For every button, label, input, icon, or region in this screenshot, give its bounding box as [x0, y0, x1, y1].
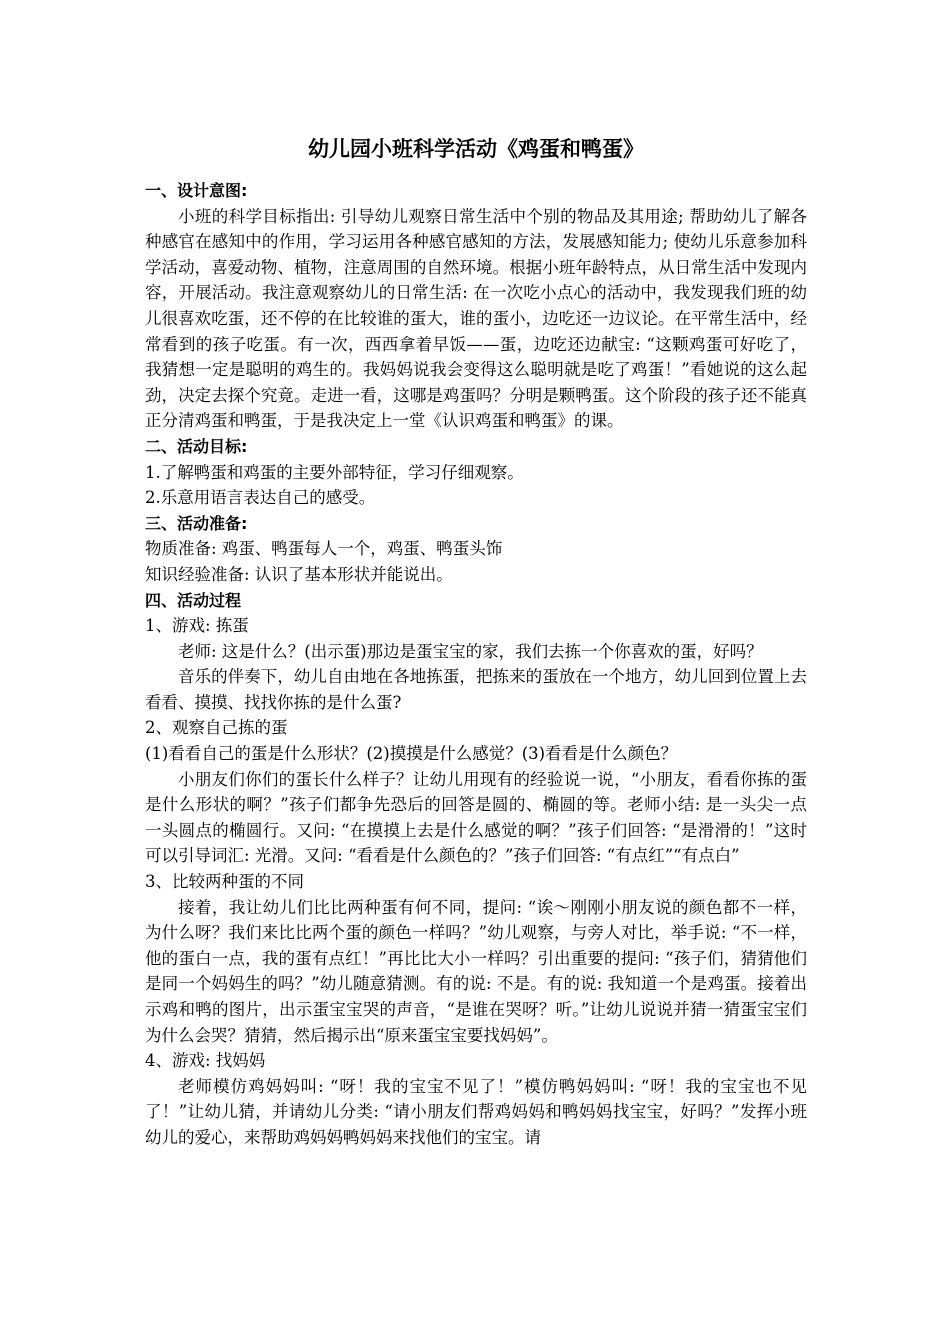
- step-2-label: 2、观察自己拣的蛋: [145, 718, 288, 738]
- step-3-label: 3、比较两种蛋的不同: [145, 872, 304, 892]
- section-heading-process: 四、活动过程: [145, 590, 242, 610]
- section-heading-preparation: 三、活动准备:: [145, 513, 248, 533]
- step-3-paragraph: 接着，我让幼儿们比比两种蛋有何不同，提问: “诶～刚刚小朋友说的颜色都不一样，为什么呀？我们来比比两个蛋的颜色一样吗？”幼儿观察，与旁人对比，举手说: “不一样，他的蛋白一点，我的蛋有点红！”再比比大小一样吗？引出重要的提问: “孩子们，猜猜他们是同一个妈妈生的吗？”幼儿随意猜测。有的说: 不是。有的说: 我知道一个是鸡蛋。接着出示鸡和鸭的图片，出示蛋宝宝哭的声音，“是谁在哭呀？听。”让幼儿说说并猜一猜蛋宝宝们为什么会哭？猜猜，然后揭示出“原来蛋宝宝要找妈妈”。: [145, 897, 807, 1045]
- objective-item-2: 2.乐意用语言表达自己的感受。: [145, 488, 376, 508]
- step-4-paragraph: 老师模仿鸡妈妈叫: “呀！我的宝宝不见了！”模仿鸭妈妈叫: “呀！我的宝宝也不见了！”让幼儿猜，并请幼儿分类: “请小朋友们帮鸡妈妈和鸭妈妈找宝宝，好吗？”发挥小班幼儿的爱心，来帮助鸡妈妈鸭妈妈来找他们的宝宝。请: [145, 1076, 807, 1147]
- paragraph-design-intent: 小班的科学目标指出: 引导幼儿观察日常生活中个别的物品及其用途; 帮助幼儿了解各种感官在感知中的作用，学习运用各种感官感知的方法，发展感知能力; 使幼儿乐意参加科学活动，喜爱动物、植物，注意周围的自然环境。根据小班年龄特点，从日常生活中发现内容，开展活动。我注意观察幼儿的日常生活: 在一次吃小点心的活动中，我发现我们班的幼儿很喜欢吃蛋，还不停的在比较谁的蛋大，谁的蛋小，边吃还一边议论。在平常生活中，经常看到的孩子吃蛋。有一次，西西拿着早饭——蛋，边吃还边献宝: “这颗鸡蛋可好吃了，我猜想一定是聪明的鸡生的。我妈妈说我会变得这么聪明就是吃了鸡蛋！”看她说的这么起劲，决定去探个究竟。走进一看，这哪是鸡蛋吗？分明是颗鸭蛋。这个阶段的孩子还不能真正分清鸡蛋和鸭蛋，于是我决定上一堂《认识鸡蛋和鸭蛋》的课。: [145, 206, 807, 431]
- document-page: [145, 128, 807, 1151]
- step-1-paragraph-2: 音乐的伴奏下，幼儿自由地在各地拣蛋，把拣来的蛋放在一个地方，幼儿回到位置上去看看、摸摸、找找你拣的是什么蛋?: [145, 667, 807, 712]
- document-title: 幼儿园小班科学活动《鸡蛋和鸭蛋》: [308, 137, 644, 161]
- step-2-questions: (1)看看自己的蛋是什么形状？(2)摸摸是什么感觉？(3)看看是什么颜色？: [145, 744, 678, 764]
- preparation-material: 物质准备: 鸡蛋、鸭蛋每人一个，鸡蛋、鸭蛋头饰: [145, 539, 503, 559]
- step-1-label: 1、游戏: 拣蛋: [145, 616, 249, 636]
- preparation-knowledge: 知识经验准备: 认识了基本形状并能说出。: [145, 564, 453, 584]
- step-2-paragraph: 小朋友们你们的蛋长什么样子？让幼儿用现有的经验说一说，“小朋友，看看你拣的蛋是什么形状的啊？”孩子们都争先恐后的回答是圆的、椭圆的等。老师小结: 是一头尖一点一头圆点的椭圆行。又问: “在摸摸上去是什么感觉的啊？”孩子们回答: “是滑滑的！”这时可以引导词汇: 光滑。又问: “看看是什么颜色的？”孩子们回答: “有点红”“有点白”: [145, 769, 807, 866]
- step-4-label: 4、游戏: 找妈妈: [145, 1051, 266, 1071]
- section-heading-design-intent: 一、设计意图:: [145, 181, 248, 200]
- step-1-paragraph-1: 老师: 这是什么？(出示蛋)那边是蛋宝宝的家，我们去拣一个你喜欢的蛋，好吗？: [178, 641, 763, 661]
- section-heading-objectives: 二、活动目标:: [145, 436, 248, 456]
- objective-item-1: 1.了解鸭蛋和鸡蛋的主要外部特征，学习仔细观察。: [145, 462, 524, 482]
